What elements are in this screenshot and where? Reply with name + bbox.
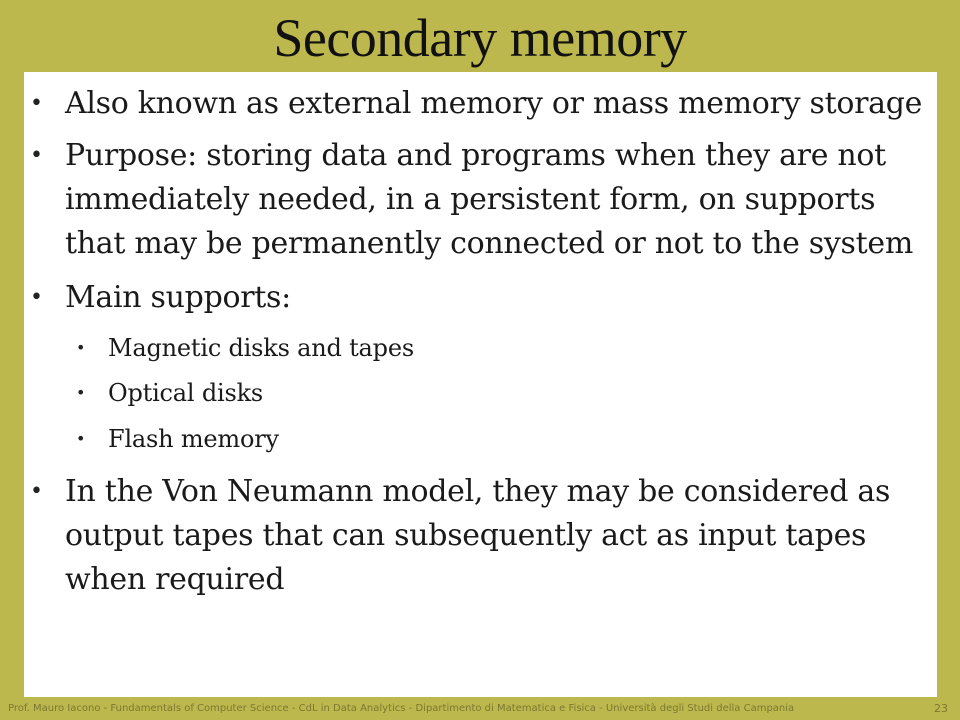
bullet-text: Flash memory [108, 425, 279, 453]
bullet-marker: • [30, 479, 43, 504]
page-number: 23 [934, 702, 948, 715]
bullet-marker: • [76, 338, 86, 357]
bullet-marker: • [30, 143, 43, 168]
bullet-marker: • [30, 285, 43, 310]
bullet-marker: • [30, 91, 43, 116]
slide-title: Secondary memory [273, 8, 687, 68]
bullet-text: Also known as external memory or mass memory storage [65, 86, 923, 121]
footer-credit: Prof. Mauro Iacono - Fundamentals of Computer Science - CdL in Data Analytics - Dipartimento di Matematica e Fisica - Università degli Studi della Campania [8, 703, 795, 714]
bullet-text: Magnetic disks and tapes [108, 334, 414, 362]
bullet-marker: • [76, 429, 86, 448]
bullet-text: Main supports: [65, 280, 291, 315]
bullet-marker: • [76, 383, 86, 402]
bullet-text: Optical disks [108, 379, 264, 407]
bullet-text: In the Von Neumann model, they may be considered as output tapes that can subsequently act as input tapes when required [65, 474, 891, 597]
bullet-text: Purpose: storing data and programs when they are not immediately needed, in a persistent form, on supports that may be permanently connected or not to the system [65, 138, 913, 261]
content-panel [24, 72, 937, 697]
